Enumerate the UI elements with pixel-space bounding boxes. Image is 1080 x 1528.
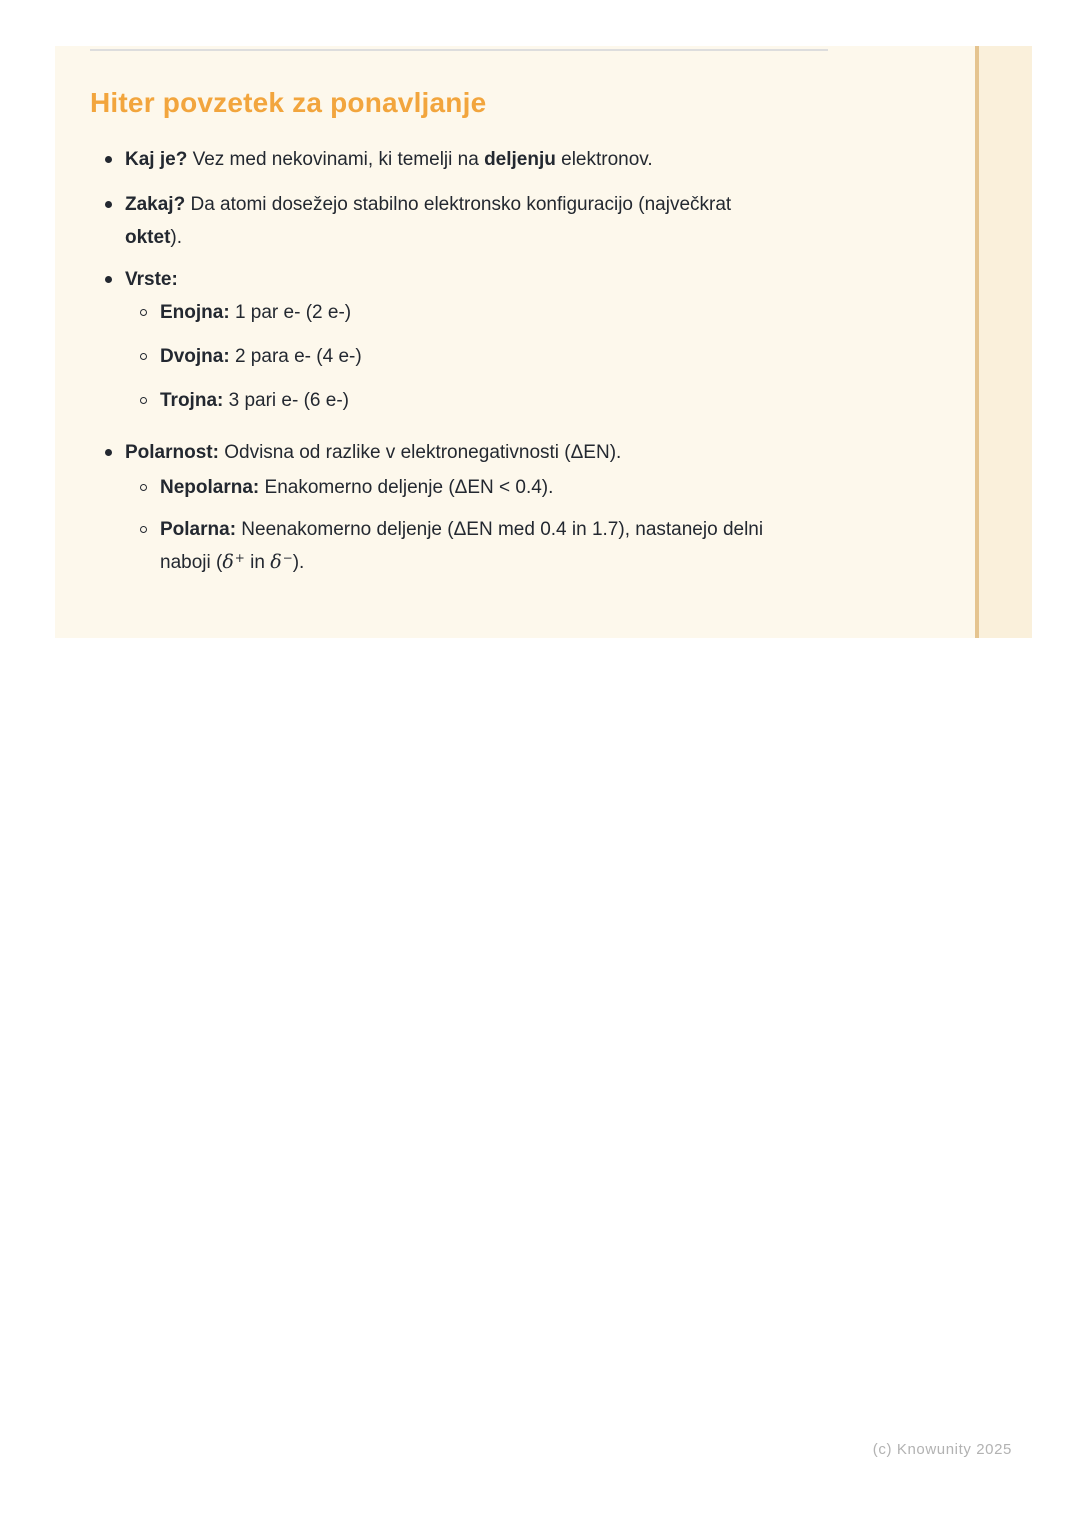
list-item — [90, 143, 880, 176]
list-item — [90, 513, 880, 579]
accent-stripe — [975, 46, 1032, 638]
list-item-text: Polarnost: Odvisna od razlike v elektronegativnosti (ΔEN). — [125, 442, 622, 463]
list-item — [90, 188, 880, 254]
bullet-dot-icon — [105, 201, 112, 208]
list-item-text: oktet). — [125, 227, 183, 248]
page-title: Hiter povzetek za ponavljanje — [90, 87, 487, 118]
list-item-text: Kaj je? Vez med nekovinami, ki temelji na deljenju elektronov. — [125, 149, 653, 170]
delta-minus-symbol: δ− — [270, 551, 293, 573]
bullet-circle-icon — [140, 397, 147, 404]
list-item — [90, 296, 880, 329]
list-item — [90, 340, 880, 373]
section-divider — [90, 49, 828, 51]
bullet-dot-icon — [105, 156, 112, 163]
list-item-text: Trojna: 3 pari e- (6 e-) — [160, 390, 349, 411]
bullet-dot-icon — [105, 276, 112, 283]
bullet-circle-icon — [140, 353, 147, 360]
bullet-circle-icon — [140, 526, 147, 533]
list-item-text: naboji (δ+ in δ−). — [160, 551, 305, 573]
bullet-circle-icon — [140, 484, 147, 491]
list-item — [90, 471, 880, 504]
summary-bullet-list — [90, 143, 880, 579]
copyright-notice: (c) Knowunity 2025 — [872, 1441, 1012, 1458]
delta-plus-symbol: δ+ — [222, 551, 245, 573]
list-item-text: Nepolarna: Enakomerno deljenje (ΔEN < 0.4). — [160, 477, 554, 498]
list-item — [90, 263, 880, 296]
summary-note-card — [55, 46, 1032, 638]
list-item — [90, 436, 880, 469]
list-item-text: Enojna: 1 par e- (2 e-) — [160, 302, 352, 323]
list-item-text: Dvojna: 2 para e- (4 e-) — [160, 346, 362, 367]
list-item-text: Vrste: — [125, 269, 178, 290]
bullet-dot-icon — [105, 449, 112, 456]
bullet-circle-icon — [140, 309, 147, 316]
list-item-text: Zakaj? Da atomi dosežejo stabilno elektronsko konfiguracijo (največkrat — [125, 194, 732, 215]
list-item — [90, 384, 880, 417]
list-item-text: Polarna: Neenakomerno deljenje (ΔEN med 0.4 in 1.7), nastanejo delni — [160, 519, 764, 540]
